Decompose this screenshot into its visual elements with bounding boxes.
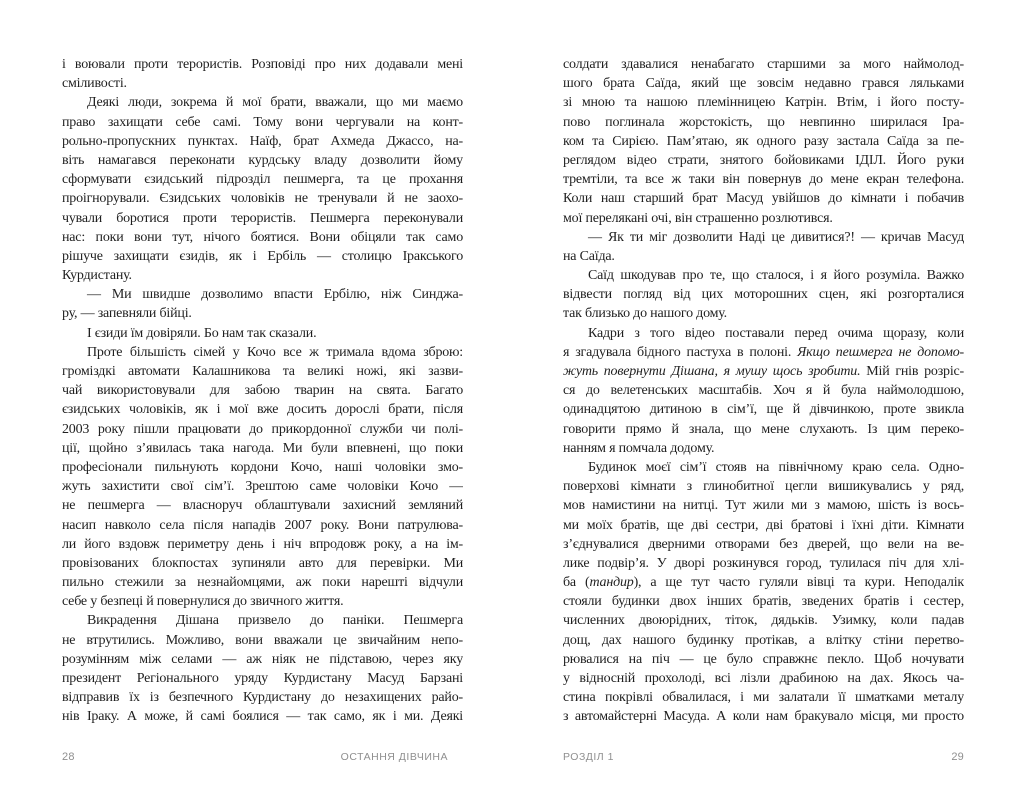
text-line: ся до велетенських масштабів. Хоч я й була наймолодшою, — [563, 383, 964, 399]
text-line: тремтіли, та все ж таки він повернув до мене екран телефона. — [563, 172, 964, 188]
text-line: віть намагався переконати курдську владу дозволити йому — [62, 152, 463, 168]
text-line: не втрутились. Можливо, вони вважали це звичайним непо- — [62, 632, 463, 648]
running-title-book: ОСТАННЯ ДІВЧИНА — [340, 751, 448, 763]
text-line: рольно-пропускних пунктах. Наїф, брат Ахмеда Джассо, на- — [62, 133, 463, 149]
text-line: відправив їх із безпечного Курдистану до незахищених райо- — [62, 690, 463, 706]
text-line: нас: поки вони тут, нічого боятися. Вони обіцяли так само — [62, 229, 463, 245]
page-number-left: 28 — [62, 751, 75, 763]
text-line: дощ, дах нашого будинку протікав, а влітку стіни перетво- — [563, 632, 964, 648]
text-line: солдати здавалися ненабагато старшими за мого наймолод- — [563, 57, 964, 72]
text-line: громіздкі автомати Калашникова та великі ножі, які зазви- — [62, 364, 463, 379]
text-line: не пешмерга — власноруч облаштували захисний земляний — [62, 498, 463, 514]
text-line: насип навколо села після нападів 2007 року. Вони патрулюва- — [62, 517, 463, 533]
text-line: чували боротися проти терористів. Пешмерга переконували — [62, 210, 463, 226]
text-line: Саїд шкодував про те, що сталося, і я його розуміла. Важко — [588, 268, 964, 284]
text-line: чай використовували для забою тварин на свята. Багато — [62, 383, 463, 399]
text-line: стина покрівлі обвалилася, і ми залатали її шматками металу — [563, 690, 964, 706]
text-line: нів Іраку. А може, й самі боялися — так само, як і ми. Деякі — [62, 709, 463, 725]
text-line: лике подвір’я. У дворі розкинувся город, тулилася піч для хлі- — [563, 555, 964, 571]
text-line: розумінням між селами — аж ніяк не підставою, через яку — [62, 651, 463, 667]
text-line: провізованих блокпостах зупиняли авто для перевірки. Ми — [62, 555, 463, 571]
text-line: ба (тандир), а ще тут часто гуляли вівці та кури. Неподалік — [563, 575, 964, 591]
page-right-text-block — [563, 55, 964, 727]
text-line: рювалися на піч — це було справжнє пекло. Щоб ночувати — [563, 651, 964, 667]
text-line: поверхові кімнати з глинобитної цегли вишикувались у ряд, — [563, 479, 964, 495]
text-line: реглядом відео страти, знятого бойовиками ІДІЛ. Його руки — [563, 152, 964, 168]
text-line: — Ми швидше дозволимо впасти Ербілю, ніж Синджа- — [87, 287, 463, 303]
page-number-right: 29 — [951, 751, 964, 763]
text-line: пильно стежили за незнайомцями, аж поки нарешті відчули — [62, 575, 463, 591]
text-line: сформувати єзидський підрозділ пешмерга, та це прохання — [62, 172, 463, 188]
text-line: на Саїда. — [563, 248, 615, 264]
text-line: зі мною та нашою племінницею Катрін. Втім, і його посту- — [563, 95, 964, 111]
text-line: себе у безпеці й повернулися до звичного життя. — [62, 594, 344, 610]
text-line: ми моїх братів, ще дві сестри, дві братові і їхні діти. Кімнати — [563, 517, 964, 533]
text-line: говорити прямо й знала, що мене слухають. Із цим переко- — [563, 421, 964, 437]
text-line: 2003 року пішли працювати до прикордонної служби чи полі- — [62, 421, 463, 437]
text-line: ком та Сирією. Пам’ятаю, як одного разу застала Саїда за пе- — [563, 133, 964, 149]
text-line: Коли наш старший брат Масуд увійшов до кімнати і побачив — [563, 191, 964, 207]
text-line: стояли будинки двох інших братів, зведених братів і сестер, — [563, 594, 964, 610]
running-title-chapter: РОЗДІЛ 1 — [563, 751, 614, 763]
text-line: право захищати себе самі. Тому вони чергували на конт- — [62, 114, 463, 130]
text-line: Проте більшість сімей у Кочо все ж тримала вдома зброю: — [87, 344, 463, 360]
text-line: ції, щойно з’явилась така нагода. Ми були впевнені, що поки — [62, 440, 463, 456]
text-line: президент Регіонального уряду Курдистану Масуд Барзані — [62, 671, 463, 686]
text-line: жуть захистити свої сім’ї. Зрештою саме чоловіки Кочо — — [62, 479, 463, 495]
text-line: у відносній прохолоді, всі лізли драбиною на дах. Якось ча- — [563, 671, 964, 686]
text-line: мої перелякані очі, він страшенно розлютився. — [563, 210, 833, 226]
text-line: проігнорували. Єзидських чоловіків не тренували й не заохо- — [62, 191, 463, 207]
text-line: з автомайстерні Масуда. А коли нам бракувало місця, ми просто — [563, 709, 964, 725]
text-line: ру, — запевняли бійці. — [62, 306, 192, 322]
text-line: І єзиди їм довіряли. Бо нам так сказали. — [87, 325, 317, 341]
text-line: пово поглинала жорстокість, що невпинно ширилася Іра- — [563, 114, 964, 130]
text-line: відвести погляд від цих моторошних сцен, які розгорталися — [563, 287, 964, 303]
text-line: я згадувала бідного пастуха в полоні. Якщо пешмерга не допомо- — [563, 344, 964, 360]
text-line: єзидських чоловіків, як і мої вже досить дорослі брати, після — [62, 402, 463, 418]
text-line: Кадри з того відео поставали перед очима щоразу, коли — [588, 325, 964, 341]
text-line: ли його вздовж периметру день і ніч впродовж року, а на ім- — [62, 536, 463, 552]
text-line: Будинок моєї сім’ї стояв на північному краю села. Одно- — [588, 459, 964, 475]
page-right-footer — [563, 751, 964, 763]
text-line: жуть повернути Дішана, я мушу щось зробити. Мій гнів розріс- — [563, 364, 964, 379]
text-line: Викрадення Дішана призвело до паніки. Пешмерга — [87, 613, 463, 629]
text-line: з’єднувалися дверними отворами без дверей, що вели на ве- — [563, 536, 964, 552]
text-line: так близько до нашого дому. — [563, 306, 727, 322]
text-line: Курдистану. — [62, 268, 132, 284]
page-left-text-block — [62, 55, 463, 727]
text-line: шого брата Саїда, який ще зовсім недавно грався ляльками — [563, 76, 964, 92]
text-line: нанням я помчала додому. — [563, 440, 715, 456]
text-line: сміливості. — [62, 76, 127, 92]
text-line: рішуче захищати єзидів, як і Ербіль — столицю Іракського — [62, 248, 463, 264]
page-left-footer — [62, 751, 463, 763]
text-line: професіонали пильнують кордони Кочо, наші чоловіки змо- — [62, 459, 463, 475]
text-line: Деякі люди, зокрема й мої брати, вважали, що ми маємо — [87, 95, 463, 111]
text-line: і воювали проти терористів. Розповіді про них додавали мені — [62, 57, 463, 72]
text-line: численних двоюрідних, тіток, дядьків. Узимку, коли падав — [563, 613, 964, 629]
text-line: — Як ти міг дозволити Наді це дивитися?! — кричав Масуд — [588, 229, 964, 245]
text-line: одинадцятою дитиною в сім’ї, ще й дівчинкою, проте звикла — [563, 402, 964, 418]
text-line: мов намистини на нитці. Тут жили ми з мамою, шість із вось- — [563, 498, 964, 514]
